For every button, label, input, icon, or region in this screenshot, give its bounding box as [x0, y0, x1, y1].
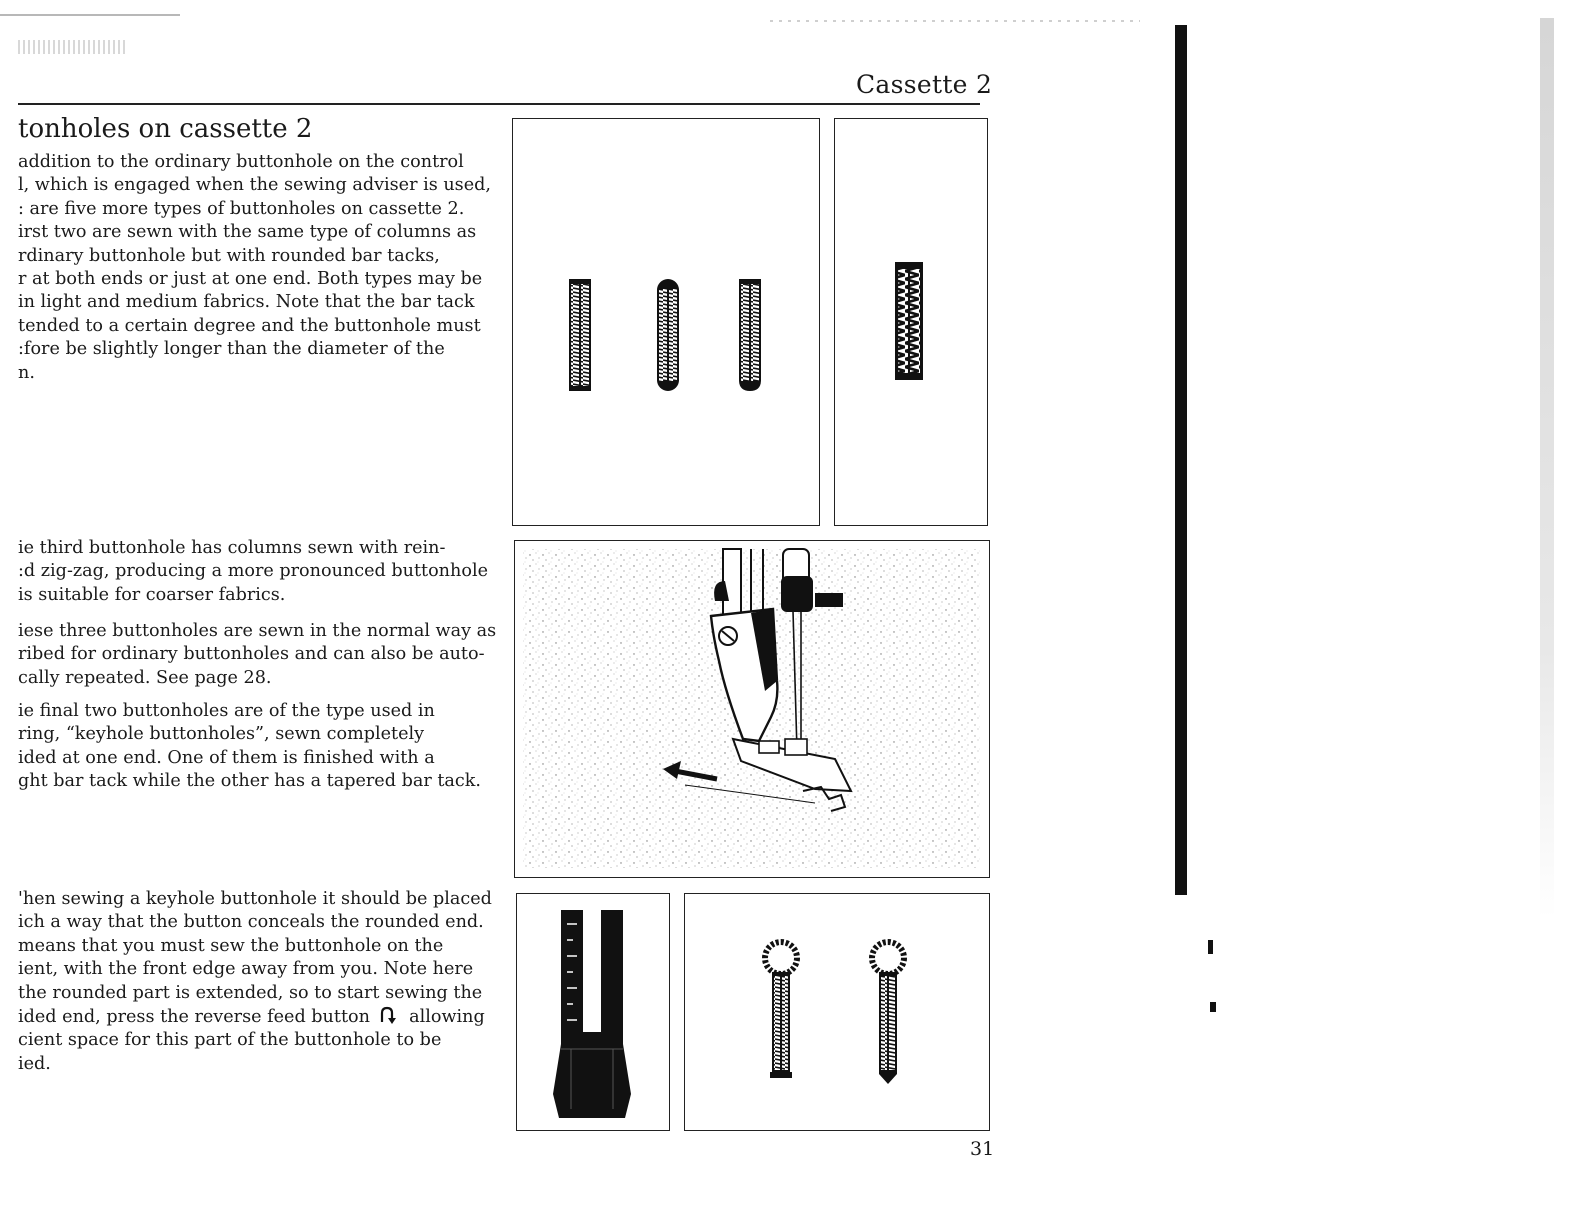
text-line: allowing — [409, 1007, 485, 1028]
paragraph-intro — [18, 151, 491, 385]
keyhole-buttonhole-tapered — [872, 942, 904, 1084]
figure-buttonhole-types — [512, 118, 820, 526]
text-line: ght bar tack while the other has a tapered bar tack. — [18, 771, 481, 792]
paragraph-keyhole-placement — [18, 888, 492, 1076]
section-title: Cassette 2 — [856, 70, 993, 99]
figure-reinforced-buttonhole — [834, 118, 988, 526]
text-line: rdinary buttonhole but with rounded bar tacks, — [18, 245, 440, 266]
buttonhole-guide-illustration — [517, 894, 668, 1129]
scan-artifact — [1540, 18, 1554, 918]
one-end-rounded-buttonhole — [739, 279, 761, 391]
text-line: irst two are sewn with the same type of columns as — [18, 222, 477, 243]
text-line: ich a way that the button conceals the rounded end. — [18, 912, 484, 933]
figure-presser-foot — [514, 540, 990, 878]
text-line: r at both ends or just at one end. Both types may be — [18, 269, 483, 290]
text-line: ribed for ordinary buttonholes and can also be auto- — [18, 644, 485, 665]
text-line: ie final two buttonholes are of the type used in — [18, 701, 435, 721]
text-line: : are five more types of buttonholes on cassette 2. — [18, 198, 465, 219]
text-line: cient space for this part of the buttonhole to be — [18, 1030, 442, 1051]
text-line: is suitable for coarser fabrics. — [18, 584, 286, 605]
binding-edge — [1175, 25, 1187, 895]
header-rule — [18, 103, 980, 105]
page-number: 31 — [970, 1138, 995, 1160]
text-line: cally repeated. See page 28. — [18, 667, 272, 688]
text-line: means that you must sew the buttonhole on the — [18, 935, 444, 956]
text-line: :d zig-zag, producing a more pronounced buttonhole — [18, 561, 488, 582]
scan-mark — [1208, 940, 1213, 954]
rounded-bartack-buttonhole — [657, 279, 679, 391]
text-line: ring, “keyhole buttonholes”, sewn completely — [18, 724, 425, 745]
buttonhole-illustration — [513, 119, 818, 524]
scan-artifact — [770, 20, 1140, 22]
text-line: iese three buttonholes are sewn in the normal way as — [18, 621, 497, 641]
text-line: ided at one end. One of them is finished with a — [18, 747, 435, 768]
text-line: 'hen sewing a keyhole buttonhole it should be placed — [18, 889, 492, 909]
text-line: ient, with the front edge away from you. Note here — [18, 959, 474, 980]
scan-mark — [1210, 1002, 1216, 1012]
reinforced-zigzag-buttonhole — [895, 262, 923, 380]
keyhole-buttonhole-straight — [765, 942, 797, 1078]
figure-buttonhole-guide — [516, 893, 670, 1131]
text-line: in light and medium fabrics. Note that the bar tack — [18, 292, 475, 313]
straight-bartack-buttonhole — [569, 279, 591, 391]
text-line: ie third buttonhole has columns sewn with rein- — [18, 538, 446, 558]
reverse-feed-icon — [376, 1005, 404, 1025]
text-line: tended to a certain degree and the buttonhole must — [18, 315, 481, 336]
text-line: the rounded part is extended, so to start sewing the — [18, 982, 483, 1003]
keyhole-buttonholes-illustration — [685, 894, 988, 1129]
scan-artifact — [0, 14, 180, 16]
paragraph-keyhole-types — [18, 700, 481, 794]
text-line: addition to the ordinary buttonhole on the control — [18, 152, 464, 172]
figure-keyhole-buttonholes — [684, 893, 990, 1131]
text-line: :fore be slightly longer than the diameter of the — [18, 339, 445, 360]
reinforced-buttonhole-illustration — [835, 119, 986, 524]
paragraph-third-buttonhole — [18, 537, 488, 607]
presser-foot-illustration — [515, 541, 988, 876]
scan-artifact — [18, 40, 128, 54]
page-title: tonholes on cassette 2 — [18, 114, 313, 144]
text-line: n. — [18, 362, 35, 383]
paragraph-normal-way — [18, 620, 496, 690]
buttonhole-foot-guide — [553, 910, 631, 1118]
text-line: ied. — [18, 1053, 51, 1074]
text-line: ided end, press the reverse feed button — [18, 1007, 370, 1028]
text-line: l, which is engaged when the sewing adviser is used, — [18, 175, 491, 196]
